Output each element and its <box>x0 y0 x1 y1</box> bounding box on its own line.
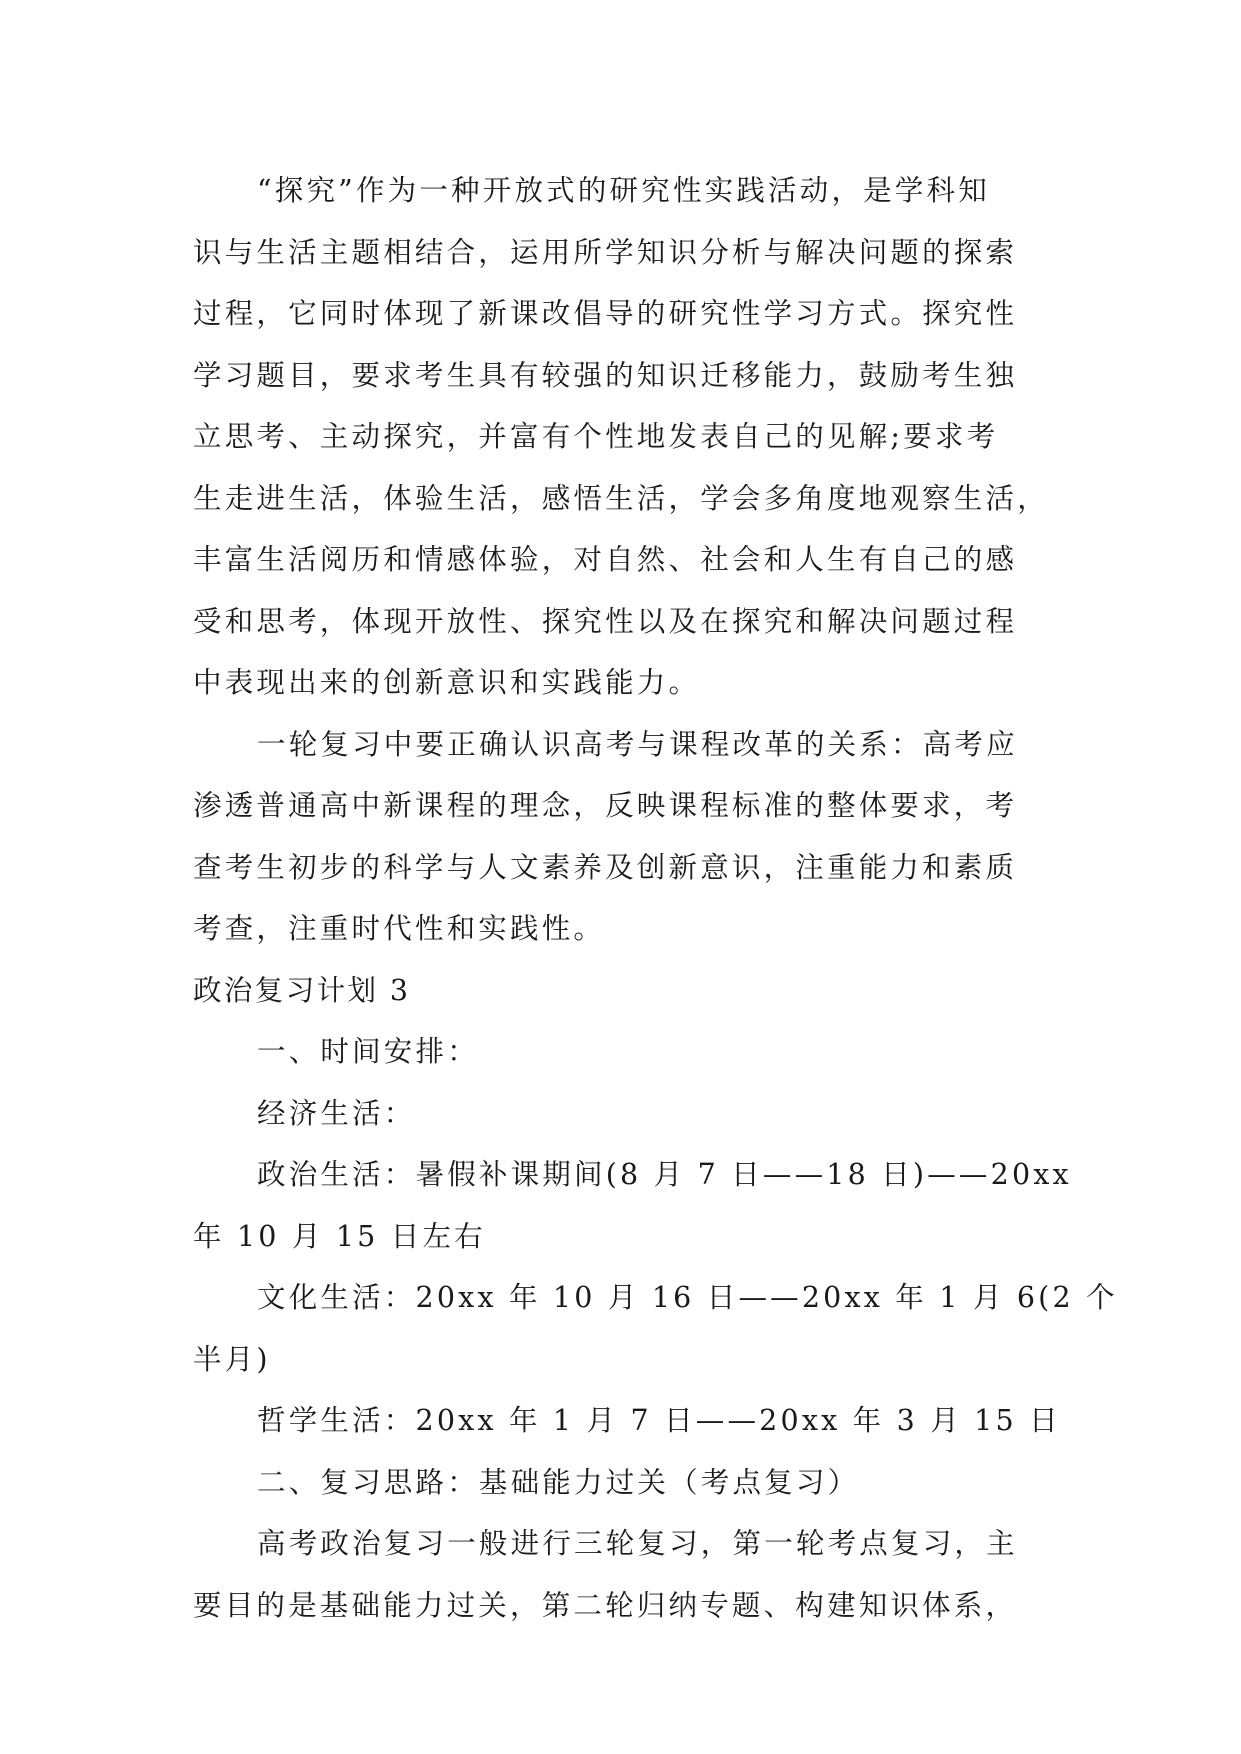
paragraph-line: 一轮复习中要正确认识高考与课程改革的关系：高考应 <box>257 727 1018 761</box>
paragraph-economic-life <box>193 1083 1063 1145</box>
paragraph-line: 一、时间安排： <box>257 1035 479 1068</box>
paragraph-political-life <box>193 1144 1072 1267</box>
paragraph-line: 过程，它同时体现了新课改倡导的研究性学习方式。探究性 <box>193 297 1018 330</box>
paragraph-line: 受和思考，体现开放性、探究性以及在探究和解决问题过程 <box>193 604 1018 638</box>
section-heading <box>193 960 1063 1022</box>
paragraph-first-review <box>193 714 1063 960</box>
paragraph-line: 半月) <box>193 1342 271 1376</box>
paragraph-philosophy-life <box>193 1390 1063 1452</box>
paragraph-line: 学习题目，要求考生具有较强的知识迁移能力，鼓励考生独 <box>193 358 1018 392</box>
paragraph-line: “探究”作为一种开放式的研究性实践活动，是学科知 <box>257 174 990 207</box>
paragraph-line: 二、复习思路：基础能力过关（考点复习） <box>257 1465 860 1499</box>
paragraph-line: 高考政治复习一般进行三轮复习，第一轮考点复习，主 <box>257 1527 1018 1560</box>
paragraph-line: 要目的是基础能力过关，第二轮归纳专题、构建知识体系， <box>193 1588 1018 1622</box>
paragraph-line: 政治生活：暑假补课期间(8 月 7 日——18 日)——20xx <box>257 1158 1072 1191</box>
paragraph-line: 查考生初步的科学与人文素养及创新意识，注重能力和素质 <box>193 850 1018 884</box>
paragraph-line: 渗透普通高中新课程的理念，反映课程标准的整体要求，考 <box>193 789 1018 822</box>
paragraph-line: 考查，注重时代性和实践性。 <box>193 912 606 945</box>
paragraph-line: 文化生活：20xx 年 10 月 16 日——20xx 年 1 月 6(2 个 <box>257 1281 1118 1314</box>
paragraph-inquiry <box>193 160 1063 714</box>
section-title: 政治复习计划 3 <box>193 973 411 1007</box>
paragraph-line: 立思考、主动探究，并富有个性地发表自己的见解;要求考 <box>193 420 999 453</box>
paragraph-line: 哲学生活：20xx 年 1 月 7 日——20xx 年 3 月 15 日 <box>257 1404 1061 1437</box>
paragraph-three-rounds <box>193 1513 1063 1636</box>
paragraph-line: 识与生活主题相结合，运用所学知识分析与解决问题的探索 <box>193 235 1018 269</box>
paragraph-line: 经济生活： <box>257 1096 416 1130</box>
document-body <box>193 160 1118 1636</box>
paragraph-line: 年 10 月 15 日左右 <box>193 1219 486 1253</box>
paragraph-line: 生走进生活，体验生活，感悟生活，学会多角度地观察生活， <box>193 481 1049 515</box>
paragraph-review-approach <box>193 1452 1063 1514</box>
paragraph-line: 丰富生活阅历和情感体验，对自然、社会和人生有自己的感 <box>193 543 1018 576</box>
paragraph-line: 中表现出来的创新意识和实践能力。 <box>193 666 701 699</box>
paragraph-cultural-life <box>193 1267 1118 1390</box>
paragraph-time-arrangement <box>193 1021 1063 1083</box>
